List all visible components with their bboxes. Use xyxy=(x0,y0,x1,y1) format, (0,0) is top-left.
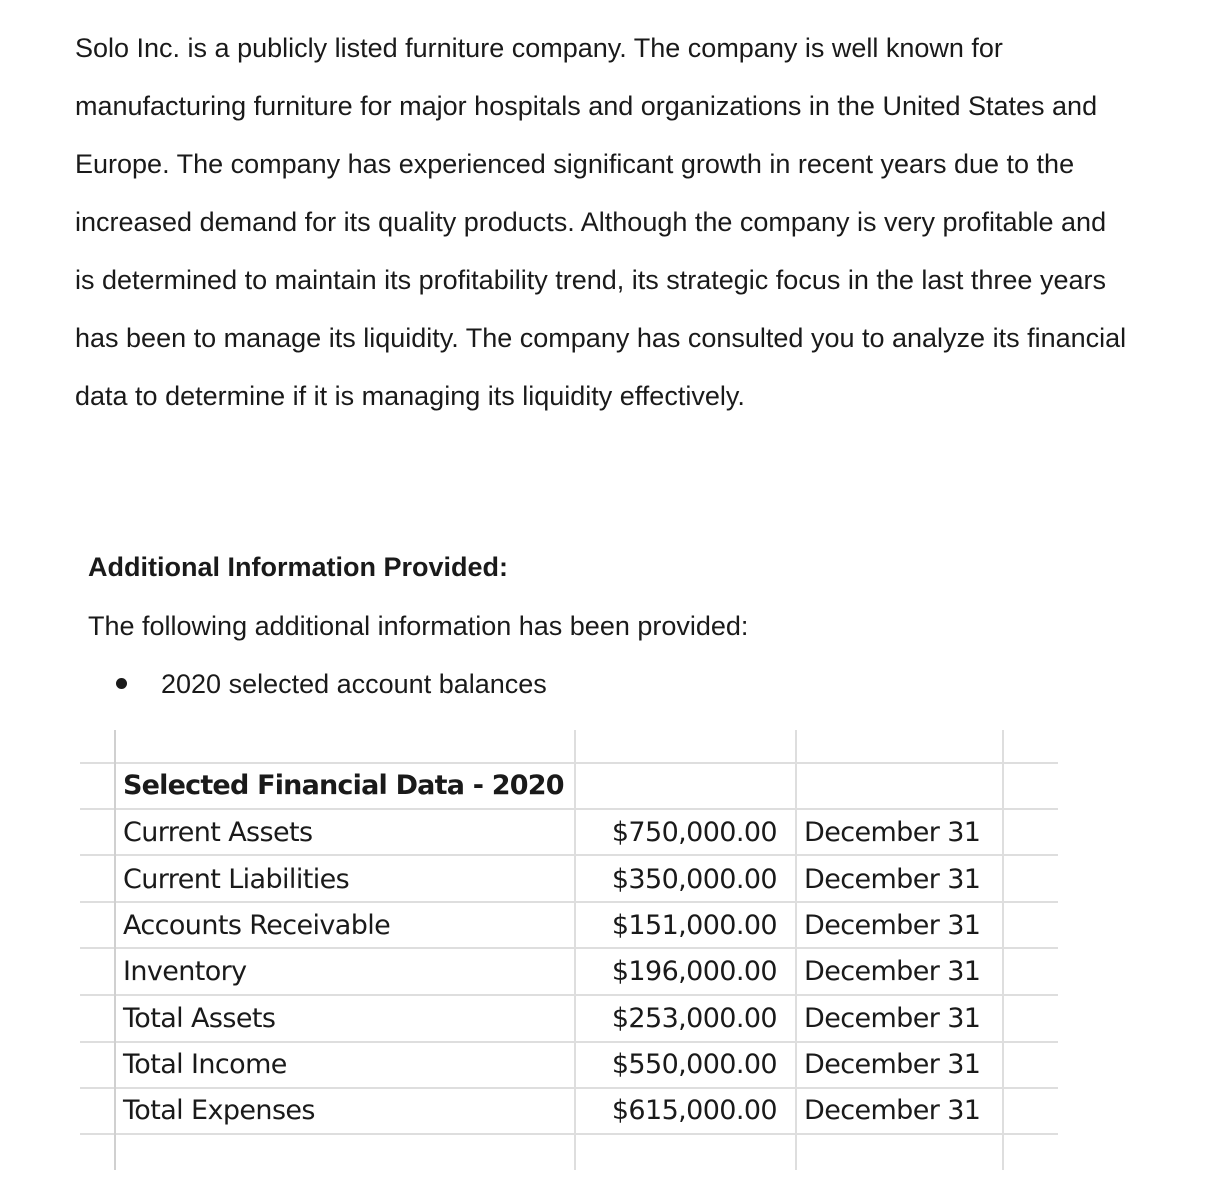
grid-line xyxy=(80,1133,1058,1135)
row-label: Inventory xyxy=(123,956,247,987)
row-amount: $550,000.00 xyxy=(611,1049,777,1080)
row-date: December 31 xyxy=(804,1095,981,1126)
row-label: Total Expenses xyxy=(123,1095,315,1126)
row-label: Current Liabilities xyxy=(123,864,350,895)
row-date: December 31 xyxy=(804,910,981,941)
bullet-text: 2020 selected account balances xyxy=(161,669,547,699)
row-date: December 31 xyxy=(804,1003,981,1034)
grid-line xyxy=(114,730,116,1170)
grid-line xyxy=(80,901,1058,903)
intro-line: data to determine if it is managing its liquidity effectively. xyxy=(75,381,745,411)
row-amount: $151,000.00 xyxy=(611,910,777,941)
intro-line: Europe. The company has experienced significant growth in recent years due to the xyxy=(75,149,1075,179)
intro-line: has been to manage its liquidity. The company has consulted you to analyze its financial xyxy=(75,323,1127,353)
intro-line: is determined to maintain its profitability trend, its strategic focus in the last three years xyxy=(75,265,1106,295)
grid-line xyxy=(80,947,1058,949)
additional-info-heading: Additional Information Provided: xyxy=(88,552,508,582)
grid-line xyxy=(80,808,1058,810)
intro-line: manufacturing furniture for major hospitals and organizations in the United States and xyxy=(75,91,1098,121)
row-date: December 31 xyxy=(804,1049,981,1080)
grid-line xyxy=(80,994,1058,996)
row-amount: $750,000.00 xyxy=(611,817,777,848)
row-amount: $196,000.00 xyxy=(611,956,777,987)
row-label: Current Assets xyxy=(123,817,313,848)
row-amount: $253,000.00 xyxy=(611,1003,777,1034)
row-date: December 31 xyxy=(804,817,981,848)
row-date: December 31 xyxy=(804,864,981,895)
row-label: Accounts Receivable xyxy=(123,910,391,941)
grid-line xyxy=(1002,730,1004,1170)
intro-line: increased demand for its quality products. Although the company is very profitable and xyxy=(75,207,1107,237)
grid-line xyxy=(574,730,576,1170)
grid-line xyxy=(80,762,1058,764)
row-date: December 31 xyxy=(804,956,981,987)
table-title: Selected Financial Data - 2020 xyxy=(123,770,564,801)
additional-info-text: The following additional information has been provided: xyxy=(88,611,749,641)
intro-line: Solo Inc. is a publicly listed furniture company. The company is well known for xyxy=(75,33,1003,63)
row-amount: $350,000.00 xyxy=(611,864,777,895)
row-amount: $615,000.00 xyxy=(611,1095,777,1126)
grid-line xyxy=(80,1041,1058,1043)
row-label: Total Income xyxy=(123,1049,287,1080)
row-label: Total Assets xyxy=(123,1003,276,1034)
grid-line xyxy=(80,854,1058,856)
grid-line xyxy=(80,1087,1058,1089)
grid-line xyxy=(795,730,797,1170)
